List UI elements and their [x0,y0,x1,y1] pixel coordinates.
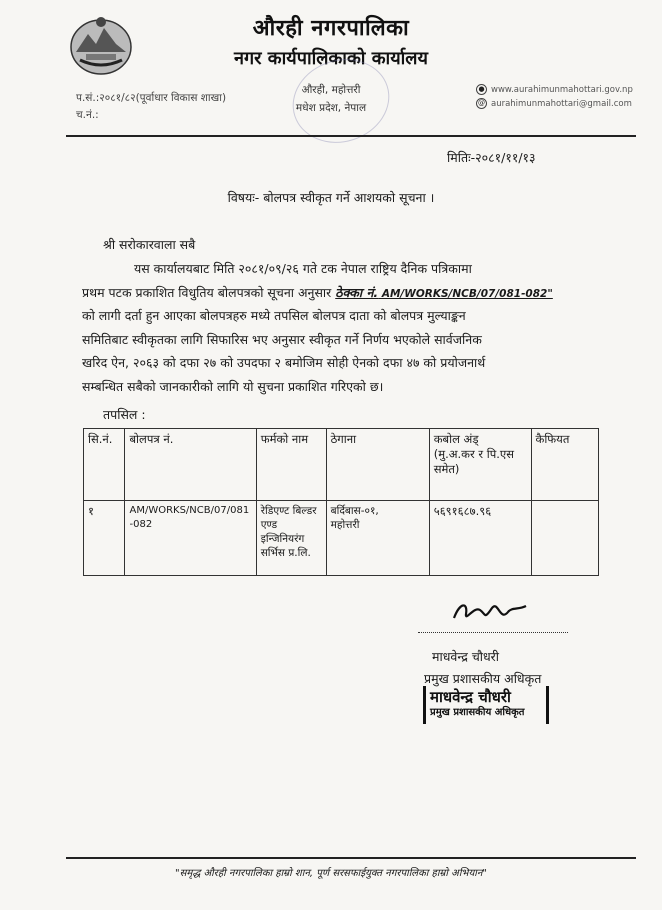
schedule-label: तपसिल : [103,407,146,422]
salutation: श्री सरोकारवाला सबै [103,237,196,252]
cell-amount: ५६९१६८७.९६ [429,501,531,576]
cell-firm: रेडिएण्ट बिल्डर एण्ड इन्जिनियरंग सर्भिस प्र.लि. [256,501,326,576]
contract-number: ठेक्का नं. AM/WORKS/NCB/07/081-082" [335,284,553,300]
address-line-1: औरही, महोत्तरी [301,84,361,96]
header-bid-no: बोलपत्र नं. [125,429,256,501]
cell-address: बर्दिबास-०१, महोत्तरी [326,501,429,576]
office-title: औरही नगरपालिका [252,16,410,41]
signer-title: प्रमुख प्रशासकीय अधिकृत [424,671,542,686]
header-address: ठेगाना [326,429,429,501]
para-line-6: सम्बन्धित सबैको जानकारीको लागि यो सुचना प्रकाशित गरिएको छ। [82,378,384,394]
header-remarks: कैफियत [531,429,599,501]
header-firm: फर्मको नाम [256,429,326,501]
email-text[interactable]: aurahimunmahottari@gmail.com [491,98,632,109]
letter-date: मितिः-२०८१/११/१३ [447,150,536,165]
footer-divider [66,857,636,859]
table-row [84,501,599,576]
cell-bid-no: AM/WORKS/NCB/07/081-082 [125,501,256,576]
body-paragraph [82,257,610,399]
name-stamp [423,686,549,724]
address-line-2: मधेश प्रदेश, नेपाल [295,102,367,114]
email-contact [476,98,632,109]
para-line-4: समितिबाट स्वीकृतका लागि सिफारिस भए अनुसार स्वीकृत गर्ने निर्णय भएकोले सार्वजनिक [82,331,482,347]
signer-name: माधवेन्द्र चौधरी [432,649,500,664]
stamp-name: माधवेन्द्र चौधरी [430,688,511,706]
website-text[interactable]: www.aurahimunmahottari.gov.np [491,84,633,95]
dispatch-number: च.नं.: [76,109,99,121]
para-line-2: प्रथम पटक प्रकाशित विधुतिय बोलपत्रको सूचना अनुसार ठेक्का नं. AM/WORKS/NCB/07/081-082" [82,284,553,300]
para-line-1: यस कार्यालयबाट मिति २०८१/०९/२६ गते टक नेपाल राष्ट्रिय दैनिक पत्रिकामा [134,261,472,276]
table-header-row [84,429,599,501]
cell-sn: १ [84,501,125,576]
header-divider [66,135,636,137]
header-sn: सि.नं. [84,429,125,501]
stamp-title: प्रमुख प्रशासकीय अधिकृत [430,707,525,718]
office-subtitle: नगर कार्यपालिकाको कार्यालय [234,48,428,69]
reference-number: प.सं.:२०८१/८२(पूर्वाधार विकास शाखा) [76,92,227,104]
globe-icon: ● [476,84,487,95]
website-contact [476,84,633,95]
cell-remarks [531,501,599,576]
para-line-3: को लागी दर्ता हुन आएका बोलपत्रहरु मध्ये तपसिल बोलपत्र दाता को बोलपत्र मुल्याङ्कन [82,308,466,324]
letter-subject: विषयः- बोलपत्र स्वीकृत गर्ने आशयको सूचना । [227,190,435,205]
signature-line [418,632,568,633]
handwritten-signature [450,596,530,628]
at-icon: @ [478,99,485,107]
para-line-5: खरिद ऐन, २०६३ को दफा २७ को उपदफा २ बमोजिम सोही ऐनको दफा ४७ को प्रयोजनार्थ [82,355,486,371]
footer-slogan: "समृद्ध औरही नगरपालिका हाम्रो शान, पूर्ण सरसफाईयुक्त नगरपालिका हाम्रो अभियान" [175,868,487,879]
bid-table [83,428,599,576]
header-amount: कबोल अंड् (मु.अ.कर र पि.एस समेत) [429,429,531,501]
